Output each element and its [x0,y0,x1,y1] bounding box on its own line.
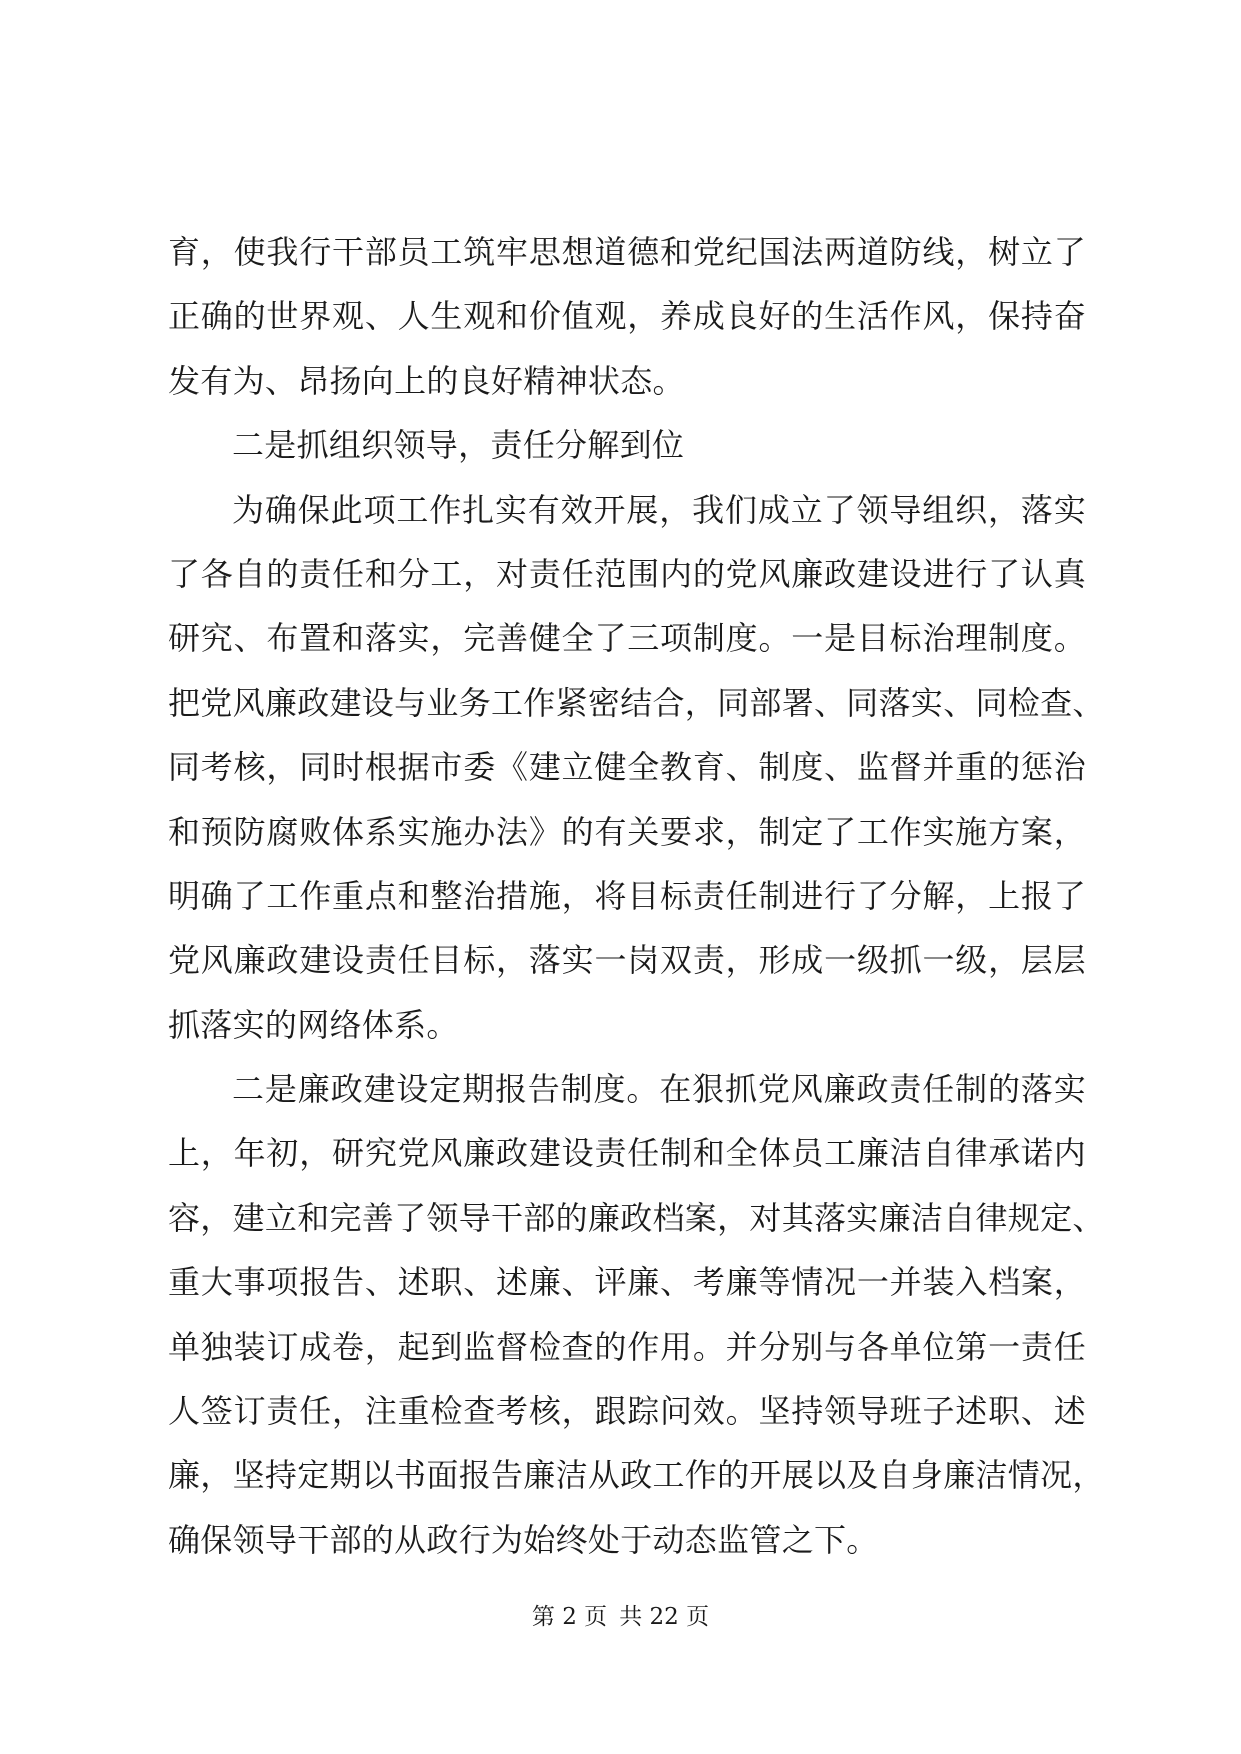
section-heading: 二是抓组织领导，责任分解到位 [232,426,685,465]
text-line: 正确的世界观、人生观和价值观，养成良好的生活作风，保持奋 [168,297,1086,336]
text-line: 党风廉政建设责任目标，落实一岗双责，形成一级抓一级，层层 [168,941,1086,980]
text-line: 人签订责任，注重检查考核，跟踪问效。坚持领导班子述职、述 [168,1392,1086,1431]
text-line: 和预防腐败体系实施办法》的有关要求，制定了工作实施方案， [168,812,1086,851]
page-footer [0,1602,1241,1632]
body-text [168,220,1105,1572]
text-line: 明确了工作重点和整治措施，将目标责任制进行了分解，上报了 [168,876,1086,915]
text-line: 容，建立和完善了领导干部的廉政档案，对其落实廉洁自律规定、 [168,1198,1105,1237]
text-line: 了各自的责任和分工，对责任范围内的党风廉政建设进行了认真 [168,554,1086,593]
text-line: 重大事项报告、述职、述廉、评廉、考廉等情况一并装入档案， [168,1263,1086,1302]
page-number: 第 2 页 [531,1604,608,1630]
text-line: 把党风廉政建设与业务工作紧密结合，同部署、同落实、同检查、 [168,683,1105,722]
text-line: 确保领导干部的从政行为始终处于动态监管之下。 [168,1520,879,1559]
page-total: 共 22 页 [619,1604,710,1630]
text-line: 发有为、昂扬向上的良好精神状态。 [168,361,685,400]
text-line: 廉，坚持定期以书面报告廉洁从政工作的开展以及自身廉洁情况， [168,1456,1105,1495]
text-line: 单独装订成卷，起到监督检查的作用。并分别与各单位第一责任 [168,1327,1086,1366]
text-line: 抓落实的网络体系。 [168,1005,459,1044]
text-line: 育，使我行干部员工筑牢思想道德和党纪国法两道防线，树立了 [168,233,1086,271]
text-line: 同考核，同时根据市委《建立健全教育、制度、监督并重的惩治 [168,748,1086,787]
text-line: 研究、布置和落实，完善健全了三项制度。一是目标治理制度。 [168,619,1086,658]
text-line: 二是廉政建设定期报告制度。在狠抓党风廉政责任制的落实 [232,1070,1086,1109]
text-line: 为确保此项工作扎实有效开展，我们成立了领导组织，落实 [232,490,1086,529]
text-line: 上，年初，研究党风廉政建设责任制和全体员工廉洁自律承诺内 [168,1134,1086,1173]
